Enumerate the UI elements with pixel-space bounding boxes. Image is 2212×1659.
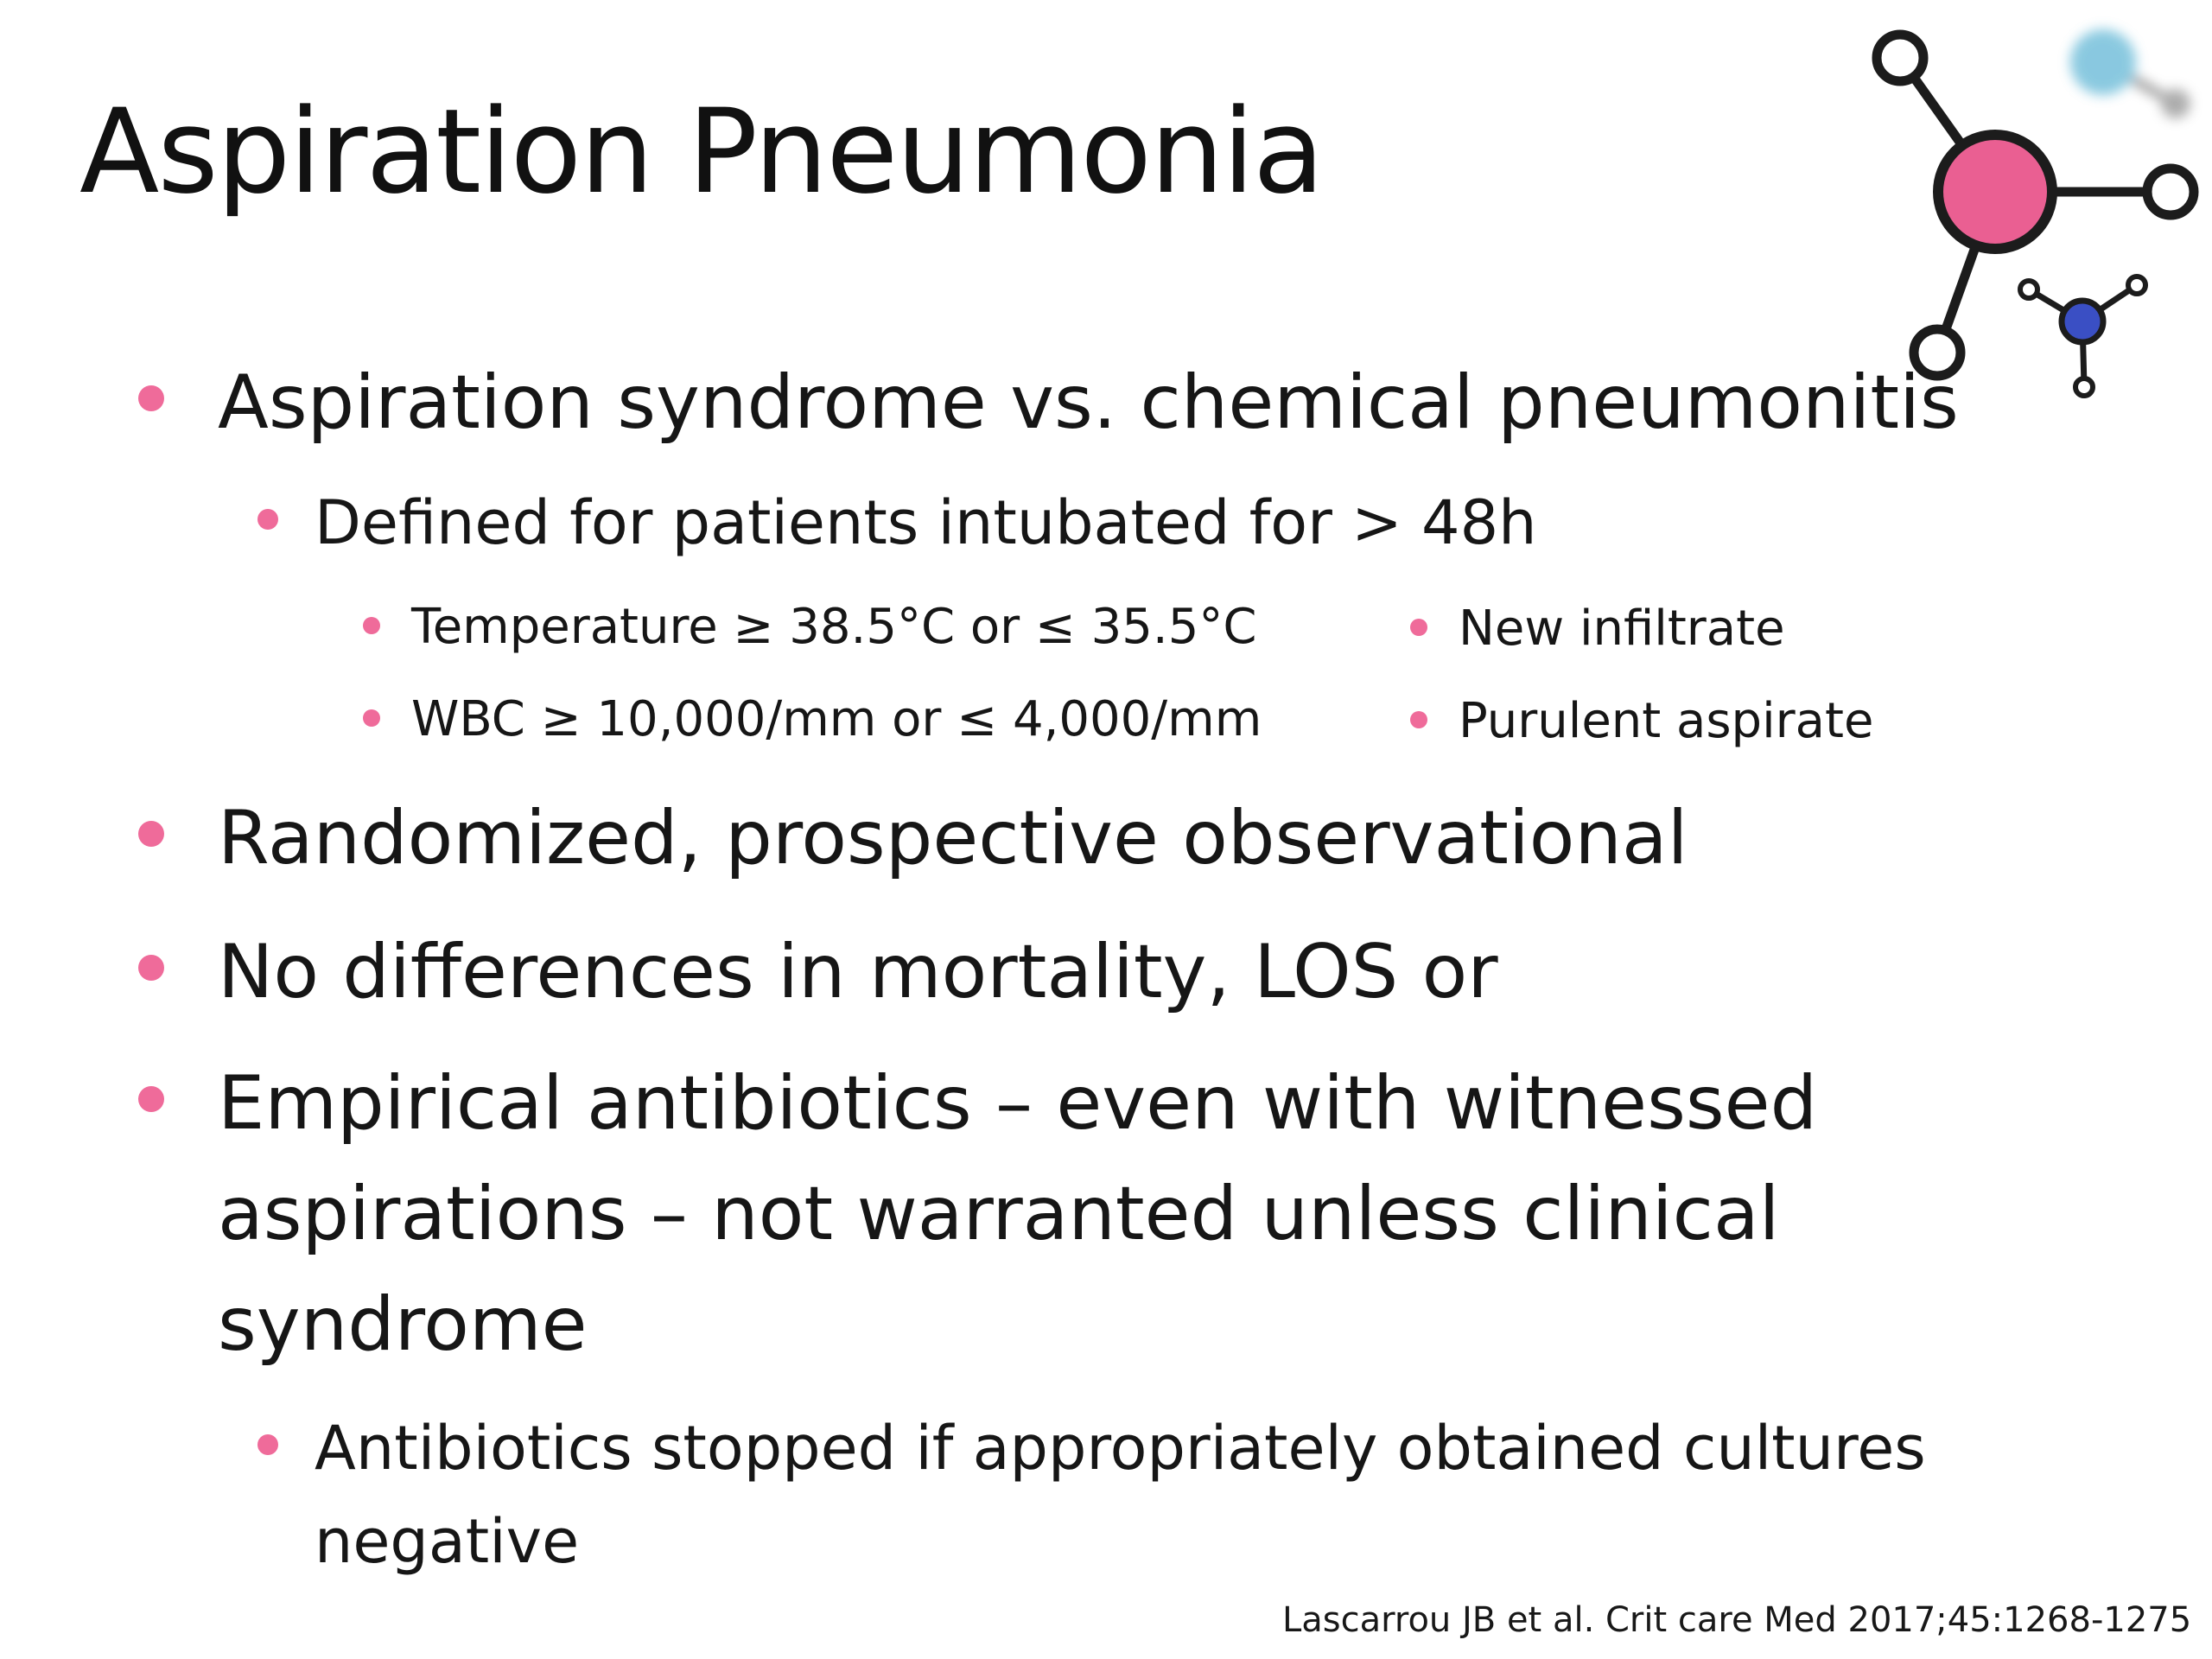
tiny-atom-right — [2128, 276, 2145, 294]
criteria-text: Temperature ≥ 38.5°C or ≤ 35.5°C — [411, 599, 1257, 655]
bullet-dot — [1410, 619, 1427, 636]
criteria-item-aspirate — [1459, 687, 1873, 756]
citation: Lascarrou JB et al. Crit care Med 2017;45:1268-1275 — [1282, 1600, 2192, 1640]
bullet-dot — [1410, 711, 1427, 728]
criteria-item-temperature — [411, 593, 1256, 662]
bullet-dot — [138, 955, 164, 981]
criteria-item-wbc — [411, 685, 1262, 754]
small-atom-right — [2147, 168, 2194, 215]
tiny-atom-bottom — [2075, 378, 2093, 396]
bullet-text: Defined for patients intubated for > 48h — [315, 487, 1537, 558]
blue-atom — [2062, 301, 2103, 342]
sub-bullet-definition — [315, 476, 1537, 569]
bullet-dot — [363, 617, 380, 634]
bullet-text-line: syndrome — [218, 1281, 588, 1368]
criteria-item-infiltrate — [1459, 594, 1785, 664]
bullet-text: Aspiration syndrome vs. chemical pneumonitis — [218, 359, 1959, 446]
bullet-text-line: negative — [315, 1506, 580, 1577]
tiny-atom-left — [2020, 281, 2037, 298]
bullet-dot — [257, 1434, 278, 1455]
bullet-study-design — [218, 783, 1688, 893]
criteria-text: Purulent aspirate — [1459, 693, 1874, 749]
bullet-text: No differences in mortality, LOS or — [218, 929, 1498, 1015]
bullet-dot — [257, 509, 278, 530]
bullet-no-differences — [218, 917, 1498, 1027]
criteria-text: New infiltrate — [1459, 601, 1785, 657]
bullet-dot — [363, 709, 380, 727]
bullet-dot — [138, 821, 164, 847]
bullet-text-line: Empirical antibiotics – even with witnessed — [218, 1060, 1818, 1147]
bullet-empirical-antibiotics — [218, 1048, 1817, 1380]
sub-bullet-antibiotics-stopped — [315, 1402, 1926, 1588]
bullet-text-line: aspirations – not warranted unless clinical — [218, 1171, 1780, 1257]
bullet-aspiration-syndrome — [218, 347, 1959, 458]
bullet-text: Randomized, prospective observational — [218, 795, 1688, 881]
bullet-text-line: Antibiotics stopped if appropriately obtained cultures — [315, 1413, 1926, 1484]
slide-title: Aspiration Pneumonia — [79, 84, 1323, 219]
criteria-text: WBC ≥ 10,000/mm or ≤ 4,000/mm — [411, 691, 1262, 747]
small-atom-top-left — [1877, 35, 1923, 81]
faded-atom-group — [2070, 29, 2190, 118]
bullet-dot — [138, 1086, 164, 1112]
bullet-dot — [138, 385, 164, 411]
center-atom — [1938, 135, 2052, 249]
